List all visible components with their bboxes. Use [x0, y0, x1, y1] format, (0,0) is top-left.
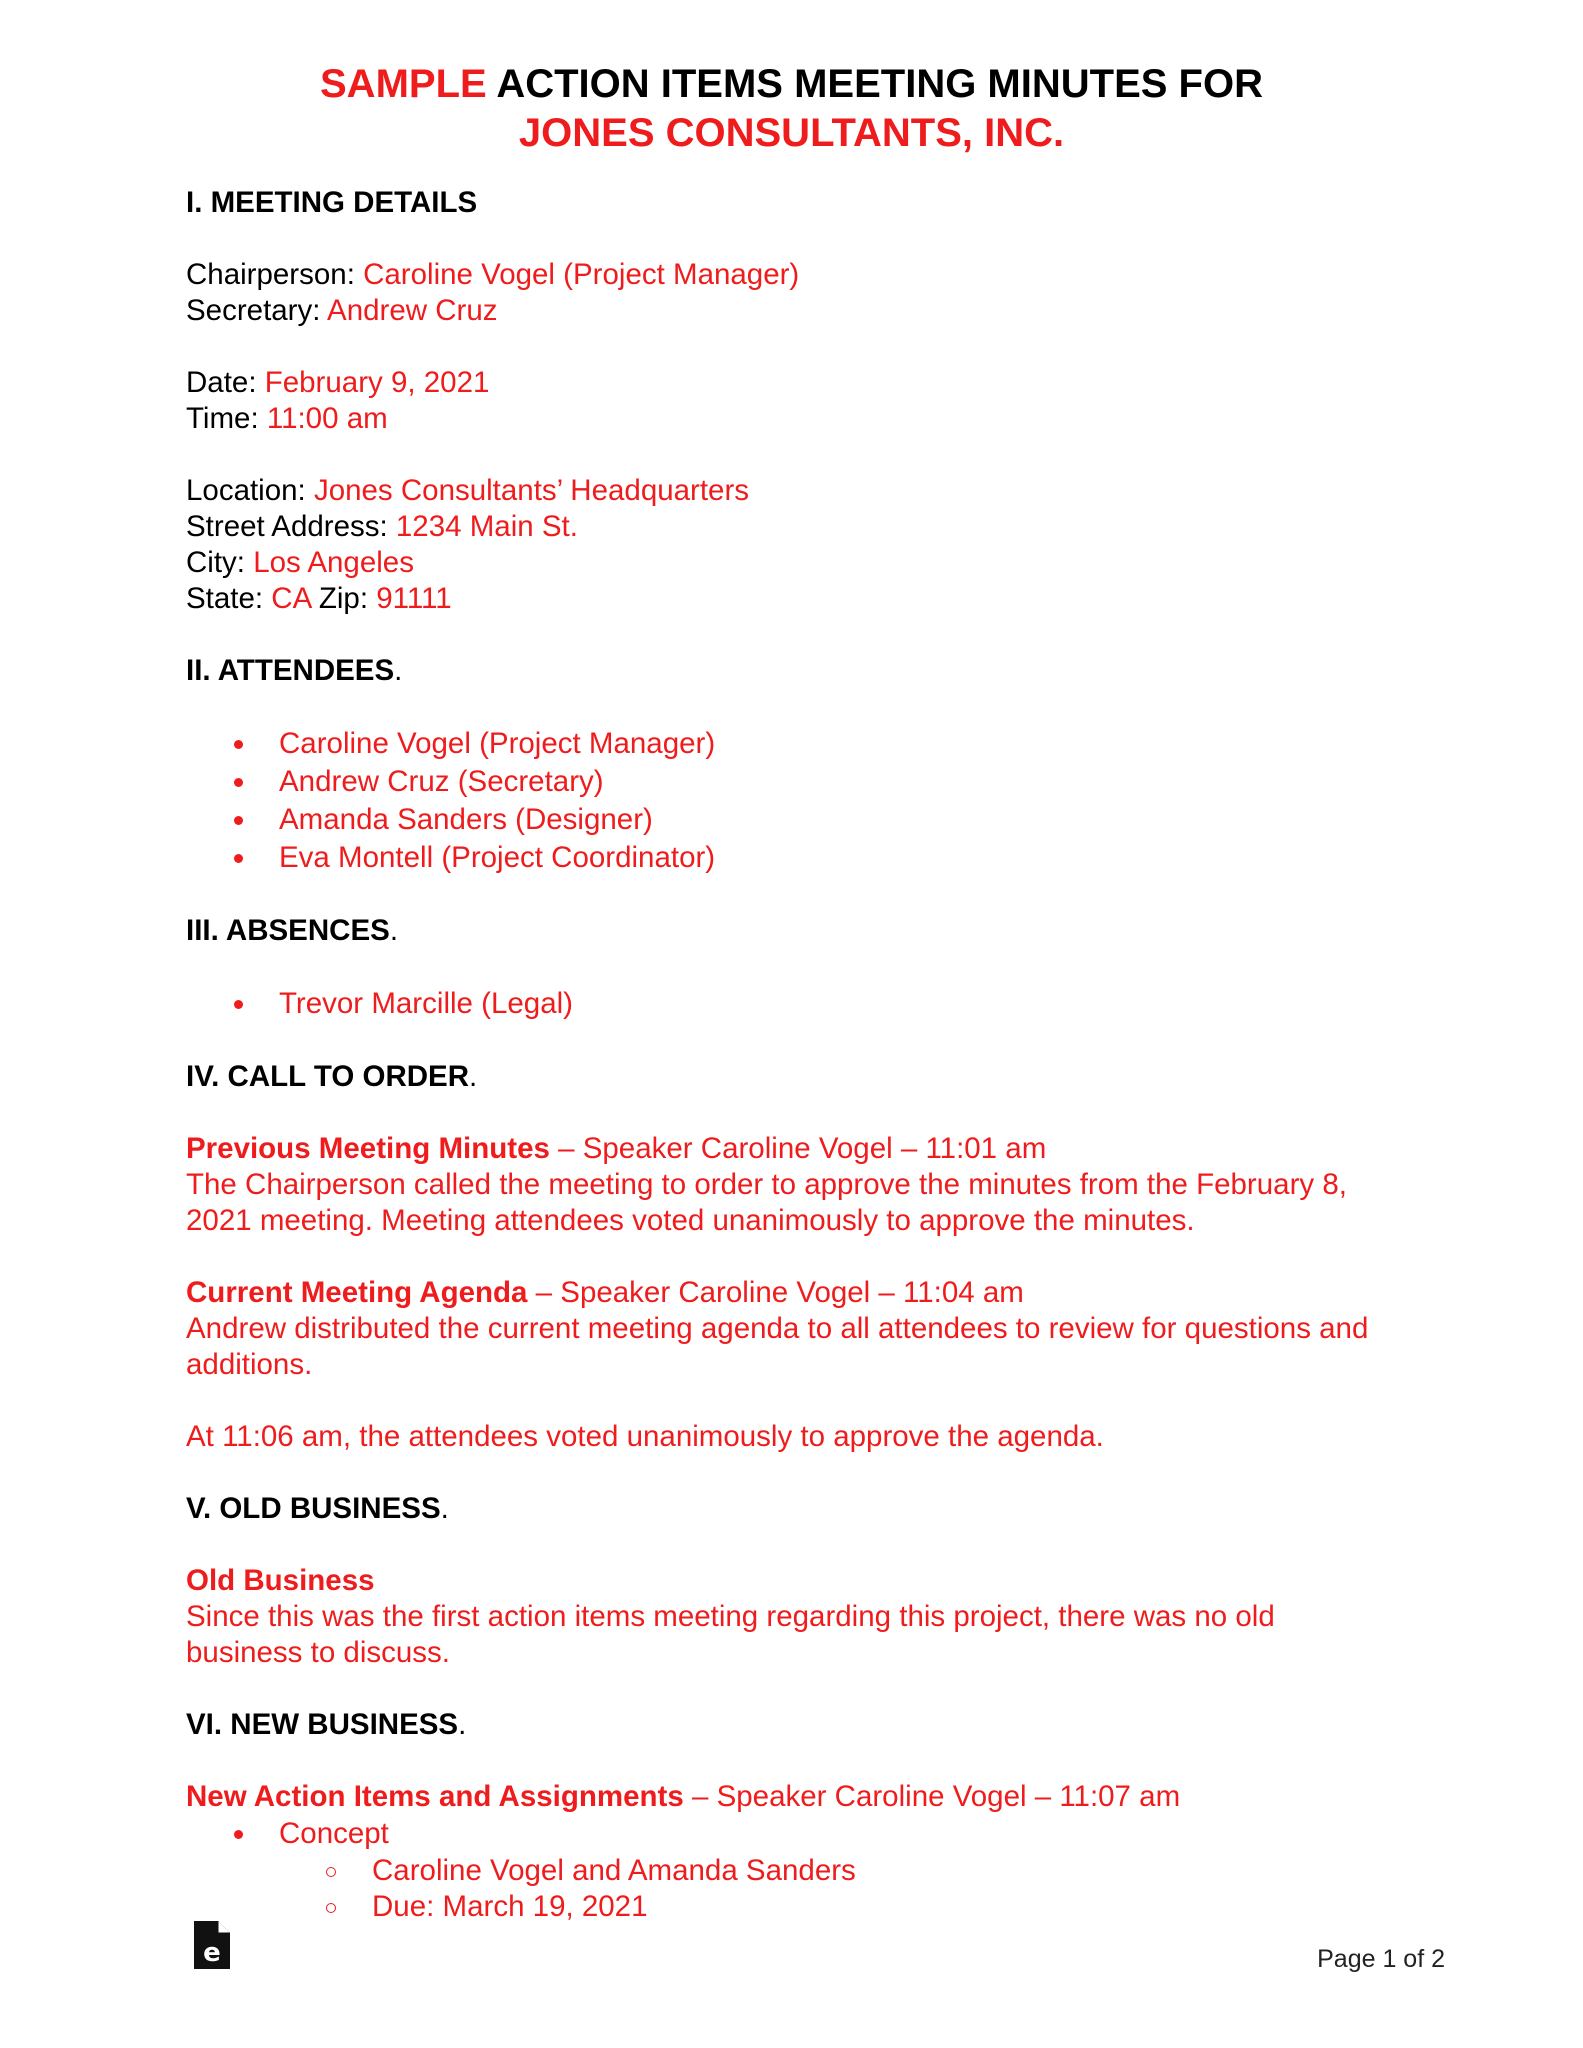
new-action-items-list — [186, 1815, 1386, 1925]
action-item-concept: Concept — [279, 1817, 389, 1850]
call-to-order-heading-text: IV. CALL TO ORDER — [186, 1060, 470, 1093]
new-action-items-header — [186, 1779, 1386, 1815]
current-agenda-meta: – Speaker Caroline Vogel – 11:04 am — [527, 1276, 1024, 1309]
street-value: 1234 Main St. — [395, 510, 578, 543]
state-zip-line — [186, 581, 1386, 617]
previous-minutes-meta: – Speaker Caroline Vogel – 11:01 am — [549, 1132, 1047, 1165]
attendees-heading-text: II. ATTENDEES — [186, 654, 395, 687]
page-number: Page 1 of 2 — [1317, 1945, 1445, 1973]
city-value: Los Angeles — [253, 546, 414, 579]
section-heading-attendees: II. ATTENDEES. — [186, 654, 403, 687]
svg-text:e: e — [203, 1938, 221, 1968]
agenda-approval-text: At 11:06 am, the attendees voted unanimously to approve the agenda. — [186, 1420, 1104, 1453]
list-item: Amanda Sanders (Designer) — [279, 801, 1386, 839]
city-line — [186, 545, 1386, 581]
state-label: State: — [186, 582, 272, 615]
location-line — [186, 473, 1386, 509]
list-item: Caroline Vogel (Project Manager) — [279, 725, 1386, 763]
secretary-label: Secretary: — [186, 294, 328, 327]
sub-list-item: Caroline Vogel and Amanda Sanders — [372, 1853, 1386, 1889]
document-body — [186, 185, 1386, 1925]
absences-list — [186, 985, 1386, 1023]
date-label: Date: — [186, 366, 265, 399]
location-value: Jones Consultants’ Headquarters — [313, 474, 750, 507]
new-business-heading-text: VI. NEW BUSINESS — [186, 1708, 459, 1741]
old-business-heading-text: V. OLD BUSINESS — [186, 1492, 441, 1525]
zip-value: 91111 — [376, 582, 452, 615]
section-heading-new-business: VI. NEW BUSINESS. — [186, 1708, 467, 1741]
state-value: CA — [271, 582, 311, 615]
section-heading-absences: III. ABSENCES. — [186, 914, 399, 947]
previous-minutes-body: The Chairperson called the meeting to order to approve the minutes from the February 8, 2021 meeting. Meeting attendees voted unanimously to approve the minutes. — [186, 1168, 1347, 1237]
chairperson-label: Chairperson: — [186, 258, 364, 291]
title-main-text: ACTION ITEMS MEETING MINUTES FOR — [486, 62, 1263, 106]
section-heading-call-to-order: IV. CALL TO ORDER. — [186, 1060, 478, 1093]
document-title-line2: JONES CONSULTANTS, INC. — [518, 111, 1065, 155]
list-item: Eva Montell (Project Coordinator) — [279, 839, 1386, 877]
attendees-list — [186, 725, 1386, 877]
new-action-items-title: New Action Items and Assignments — [186, 1780, 684, 1813]
action-item-sublist — [279, 1853, 1386, 1925]
current-agenda-header — [186, 1275, 1386, 1311]
time-line — [186, 401, 1386, 437]
current-agenda-title: Current Meeting Agenda — [186, 1276, 528, 1309]
section-heading-meeting-details: I. MEETING DETAILS — [186, 186, 478, 219]
date-value: February 9, 2021 — [264, 366, 490, 399]
section-heading-old-business: V. OLD BUSINESS. — [186, 1492, 449, 1525]
title-sample-word: SAMPLE — [320, 62, 487, 106]
location-label: Location: — [186, 474, 314, 507]
document-e-icon — [194, 1921, 230, 1969]
street-line — [186, 509, 1386, 545]
old-business-body: Since this was the first action items meeting regarding this project, there was no old business to discuss. — [186, 1600, 1275, 1669]
list-item — [279, 1815, 1386, 1925]
time-label: Time: — [186, 402, 267, 435]
previous-minutes-header — [186, 1131, 1386, 1167]
date-line — [186, 365, 1386, 401]
sub-list-item: Due: March 19, 2021 — [372, 1889, 1386, 1925]
chairperson-value: Caroline Vogel (Project Manager) — [363, 258, 800, 291]
previous-minutes-title: Previous Meeting Minutes — [186, 1132, 550, 1165]
current-agenda-body: Andrew distributed the current meeting agenda to all attendees to review for questions and additions. — [186, 1312, 1369, 1381]
city-label: City: — [186, 546, 254, 579]
zip-label: Zip: — [310, 582, 377, 615]
time-value: 11:00 am — [266, 402, 388, 435]
list-item: Andrew Cruz (Secretary) — [279, 763, 1386, 801]
chairperson-line — [186, 257, 1386, 293]
secretary-value: Andrew Cruz — [327, 294, 498, 327]
old-business-title: Old Business — [186, 1564, 375, 1597]
street-label: Street Address: — [186, 510, 396, 543]
secretary-line — [186, 293, 1386, 329]
document-title-line1 — [0, 60, 1583, 108]
absences-heading-text: III. ABSENCES — [186, 914, 390, 947]
new-action-items-meta: – Speaker Caroline Vogel – 11:07 am — [683, 1780, 1181, 1813]
list-item: Trevor Marcille (Legal) — [279, 985, 1386, 1023]
